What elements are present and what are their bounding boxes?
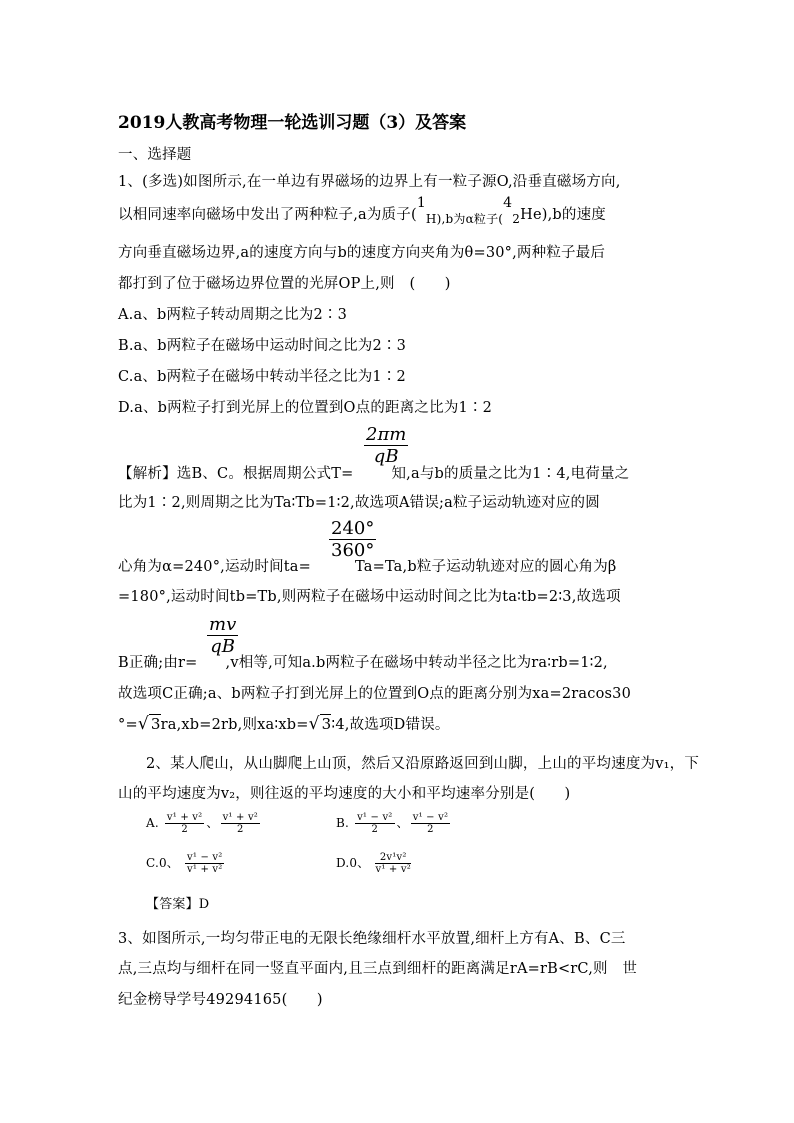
frac-numerator: v¹ − v² — [187, 852, 223, 863]
frac-denominator: 2 — [237, 824, 244, 835]
frac-numerator: 2v¹v² — [375, 852, 410, 864]
explanation-line-1a: 【解析】选B、C。根据周期公式T= — [118, 466, 354, 482]
document-title: 2019人教高考物理一轮选训习题（3）及答案 — [118, 113, 467, 133]
frac-numerator: v¹ − v² — [412, 812, 449, 823]
section-heading: 一、选择题 — [118, 147, 192, 163]
option-d: D.a、b两粒子打到光屏上的位置到O点的距离之比为1∶2 — [118, 400, 493, 416]
q3-line-1: 3、如图所示,一均匀带正电的无限长绝缘细杆水平放置,细杆上方有A、B、C三 — [118, 931, 626, 947]
q1-line-2 — [118, 195, 606, 226]
q1-line-2b: H),b为α粒子( — [425, 212, 504, 226]
q2-option-d-label: D.0、 — [336, 856, 370, 870]
explanation-line-3b: Ta=Ta,b粒子运动轨迹对应的圆心角为β — [355, 559, 617, 575]
period-fraction — [364, 424, 408, 467]
q2-option-c — [146, 852, 226, 875]
explanation-line-7: °=√ 3ra,xb=2rb,则xa∶xb=√ 3∶4,故选项D错误。 — [118, 714, 450, 734]
frac-denominator: 2 — [427, 824, 434, 835]
explanation-line-3a: 心角为α=240°,运动时间ta= — [118, 559, 311, 575]
q2-option-c-frac — [185, 852, 224, 875]
period-numerator: 2πm — [366, 424, 407, 445]
q2-option-d-frac — [375, 852, 410, 875]
q2-line-2: 山的平均速度为v₂，则往返的平均速度的大小和平均速率分别是( ) — [118, 786, 571, 802]
q2-option-a-frac2 — [221, 812, 260, 835]
explanation-line-6: 故选项C正确;a、b两粒子打到光屏上的位置到O点的距离分别为xa=2racos30 — [118, 686, 632, 702]
q1-line-2c: He),b的速度 — [520, 207, 606, 223]
q3-line-3: 纪金榜导学号49294165( ) — [118, 992, 323, 1008]
separator: 、 — [396, 816, 409, 830]
q1-line-2a: 以相同速率向磁场中发出了两种粒子,a为质子( — [118, 207, 417, 223]
q2-option-c-label: C.0、 — [146, 856, 180, 870]
q2-line-1: 2、某人爬山，从山脚爬上山顶，然后又沿原路返回到山脚，上山的平均速度为v₁，下 — [146, 756, 700, 772]
q2-option-b-label: B. — [336, 816, 350, 830]
helium-charge-number: 2 — [512, 212, 521, 226]
angle-numerator: 240° — [331, 518, 375, 539]
q3-line-2: 点,三点均与细杆在同一竖直平面内,且三点到细杆的距离满足rA=rB<rC,则 世 — [118, 961, 638, 977]
q1-line-3: 方向垂直磁场边界,a的速度方向与b的速度方向夹角为θ=30°,两种粒子最后 — [118, 245, 606, 261]
explanation-line-3 — [118, 555, 617, 576]
frac-numerator: v¹ + v² — [222, 812, 259, 823]
option-b: B.a、b两粒子在磁场中运动时间之比为2∶3 — [118, 338, 407, 354]
q1-line-1: 1、(多选)如图所示,在一单边有界磁场的边界上有一粒子源O,沿垂直磁场方向, — [118, 174, 621, 190]
frac-numerator: v¹ + v² — [166, 812, 203, 823]
explanation-line-5a: B正确;由r= — [118, 655, 198, 671]
explanation-line-2: 比为1∶2,则周期之比为Ta∶Tb=1∶2,故选项A错误;a粒子运动轨迹对应的圆 — [118, 495, 600, 511]
explanation-line-7b: ra,xb=2rb,则xa∶xb= — [160, 717, 309, 733]
proton-mass-number: 1 — [416, 195, 426, 211]
q2-option-a-label: A. — [146, 816, 159, 830]
option-c: C.a、b两粒子在磁场中转动半径之比为1∶2 — [118, 369, 406, 385]
sqrt-three-a: 3 — [150, 715, 161, 733]
explanation-line-4: =180°,运动时间tb=Tb,则两粒子在磁场中运动时间之比为ta∶tb=2∶3,故选项 — [118, 589, 621, 605]
sqrt-three-b: 3 — [321, 715, 332, 733]
explanation-line-7a: °= — [118, 717, 138, 733]
radius-denominator: qB — [210, 636, 235, 657]
explanation-line-5 — [118, 651, 608, 672]
option-a: A.a、b两粒子转动周期之比为2∶3 — [118, 307, 348, 323]
explanation-line-7c: ∶4,故选项D错误。 — [331, 717, 450, 733]
explanation-line-1 — [118, 462, 629, 483]
frac-numerator: v¹ − v² — [357, 812, 393, 823]
separator: 、 — [206, 816, 219, 830]
frac-denominator: 2 — [371, 824, 379, 835]
q1-line-4: 都打到了位于磁场边界位置的光屏OP上,则 ( ) — [118, 276, 451, 292]
q2-option-a-frac1 — [165, 812, 204, 835]
explanation-line-1b: 知,a与b的质量之比为1∶4,电荷量之 — [391, 466, 630, 482]
radius-numerator: mv — [209, 614, 237, 635]
frac-denominator: v¹ + v² — [187, 864, 223, 875]
period-denominator: qB — [373, 446, 399, 467]
helium-mass-number: 4 — [503, 195, 513, 211]
frac-denominator: v¹ + v² — [375, 864, 411, 875]
q2-answer: 【答案】D — [146, 897, 210, 912]
q2-option-b-frac1 — [355, 812, 394, 835]
q2-option-a — [146, 812, 262, 835]
q2-option-d — [336, 852, 413, 875]
q2-option-b-frac2 — [411, 812, 450, 835]
angle-denominator: 360° — [331, 540, 375, 561]
frac-denominator: 2 — [181, 824, 188, 835]
q2-option-b — [336, 812, 452, 835]
explanation-line-5b: ,v相等,可知a.b两粒子在磁场中转动半径之比为ra∶rb=1∶2, — [225, 655, 608, 671]
